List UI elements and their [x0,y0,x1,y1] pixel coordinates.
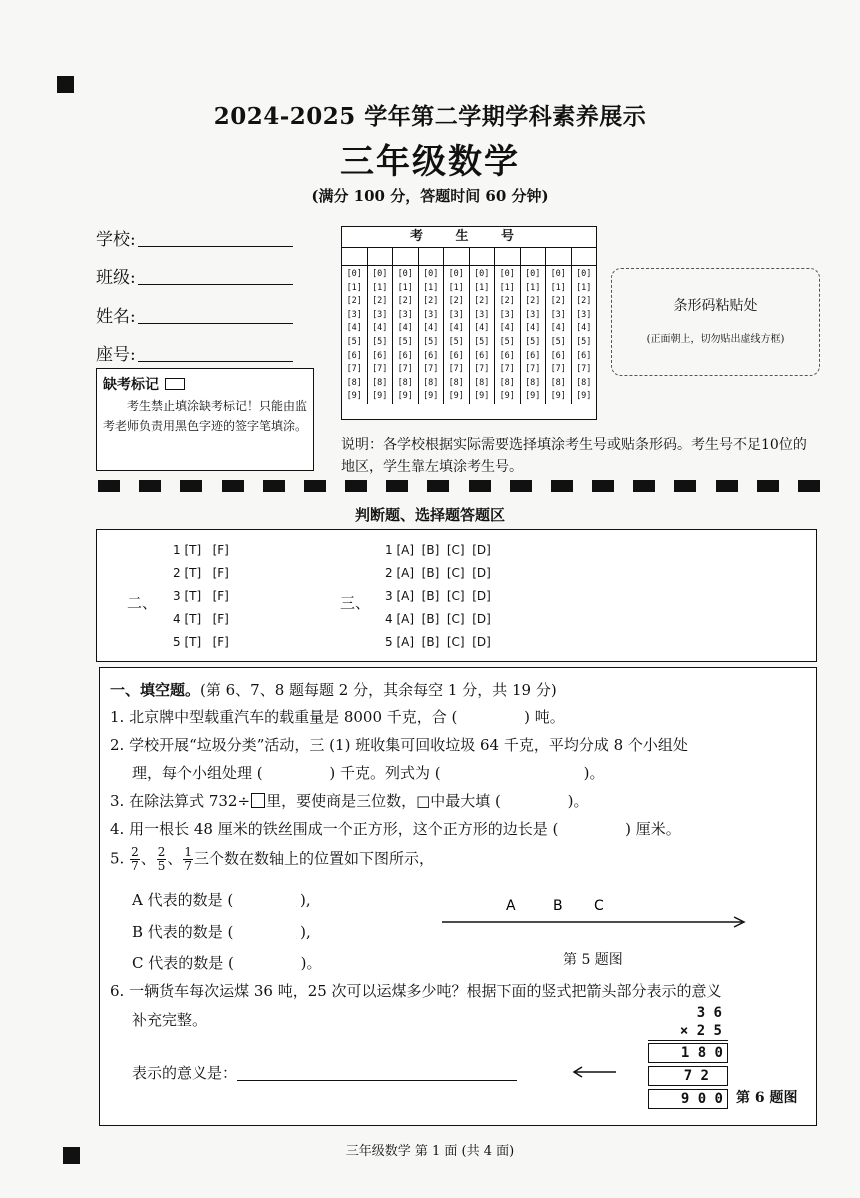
question-2-line1: 2. 学校开展“垃圾分类”活动，三 (1) 班收集可回收垃圾 64 千克，平均分成 8 个小组处 [110,736,688,754]
exam-id-bubble[interactable]: [7] [550,364,566,375]
exam-id-bubble[interactable]: [0] [499,269,515,279]
exam-id-bubble[interactable]: [2] [525,296,541,307]
judgment-answers[interactable] [173,539,229,654]
exam-id-bubble[interactable]: [2] [448,296,464,307]
exam-id-bubble[interactable]: [7] [448,364,464,375]
vertical-calculation [648,1004,728,1109]
meaning-field[interactable]: 表示的意义是： [132,1061,517,1085]
exam-subtitle: (满分 100 分，答题时间 60 分钟) [311,187,549,205]
calc-partial-2: 7 2 [648,1066,728,1086]
exam-id-bubble[interactable]: [8] [397,377,413,388]
calc-partial-1: 1 8 0 [648,1043,728,1063]
exam-id-column[interactable] [495,266,521,404]
exam-id-bubble[interactable]: [5] [576,336,592,347]
exam-id-bubble[interactable]: [2] [576,296,592,307]
barcode-hint: (正面朝上，切勿贴出虚线方框) [646,334,785,345]
exam-id-bubble[interactable]: [0] [448,269,464,279]
exam-id-bubble[interactable]: [3] [346,309,362,320]
question-5: 5. $\frac{2}{7}$ 、 $\frac{2}{5}$ 、 $\frac{1}{7}$ 三个数在数轴上的位置如下图所示， [110,845,435,873]
choice-row[interactable]: 1 [A] [B] [C] [D] [385,543,491,557]
exam-id-bubble[interactable]: [6] [372,350,388,361]
exam-id-bubble[interactable]: [8] [525,377,541,388]
exam-id-bubble[interactable]: [5] [525,336,541,347]
seat-field[interactable] [96,340,293,365]
class-line[interactable] [138,270,293,285]
subject-title: 三年级数学 [340,142,520,182]
exam-id-bubble[interactable]: [9] [423,391,439,402]
exam-id-bubble[interactable]: [6] [576,350,592,361]
class-label: 班级: [96,268,136,288]
question-2-line2: 理，每个小组处理 ( ) 千克。列式为 ( )。 [132,764,605,782]
exam-id-bubble[interactable]: [0] [372,269,388,279]
exam-id-bubble[interactable]: [5] [423,336,439,347]
name-label: 姓名: [96,307,136,327]
exam-id-column[interactable] [419,266,445,404]
absent-mark-title: 缺考标记 [103,374,313,394]
exam-id-bubble[interactable]: [6] [499,350,515,361]
corner-marker-top [57,76,74,93]
exam-id-bubble[interactable]: [9] [346,391,362,402]
exam-id-bubble[interactable]: [3] [423,309,439,320]
exam-id-bubble[interactable]: [1] [448,282,464,293]
exam-id-bubble[interactable]: [3] [576,309,592,320]
exam-id-bubble[interactable]: [6] [423,350,439,361]
exam-id-bubble[interactable]: [9] [372,391,388,402]
exam-id-bubble[interactable]: [3] [372,309,388,320]
exam-id-grid [341,226,597,420]
exam-id-bubble[interactable]: [8] [448,377,464,388]
exam-id-header: 考 生 号 [342,227,596,248]
seat-line[interactable] [138,347,293,362]
exam-id-bubble[interactable]: [4] [576,323,592,334]
exam-id-bubble[interactable]: [4] [448,323,464,334]
point-label-a: A [506,898,516,914]
exam-id-bubble[interactable]: [7] [346,364,362,375]
exam-id-column[interactable] [546,266,572,404]
seat-label: 座号: [96,345,136,365]
figure5-caption: 第 5 题图 [563,952,623,968]
exam-id-bubble[interactable]: [5] [372,336,388,347]
exam-id-bubble[interactable]: [5] [550,336,566,347]
exam-id-bubble[interactable]: [6] [346,350,362,361]
exam-id-bubble[interactable]: [1] [550,282,566,293]
exam-id-bubble[interactable]: [1] [499,282,515,293]
exam-id-bubble[interactable]: [4] [499,323,515,334]
exam-id-bubble[interactable]: [7] [499,364,515,375]
exam-id-column[interactable] [470,266,496,404]
exam-id-column[interactable] [444,266,470,404]
arrow-left [570,1064,620,1080]
exam-id-column[interactable] [342,266,368,404]
answer-area-title: 判断题、选择题答题区 [354,506,505,524]
choice-row[interactable]: 2 [A] [B] [C] [D] [385,566,491,580]
exam-id-bubble[interactable]: [4] [550,323,566,334]
number-line [438,898,758,928]
choice-row[interactable]: 3 [A] [B] [C] [D] [385,589,491,603]
exam-id-bubble[interactable]: [9] [576,391,592,402]
exam-id-bubble[interactable]: [1] [525,282,541,293]
exam-id-bubble[interactable]: [9] [448,391,464,402]
exam-id-bubble[interactable]: [0] [550,269,566,279]
question-5-c: C 代表的数是 ( )。 [132,954,322,972]
exam-id-bubble[interactable]: [6] [448,350,464,361]
point-label-b: B [553,898,563,914]
exam-id-bubble[interactable]: [3] [397,309,413,320]
exam-id-bubble[interactable]: [5] [499,336,515,347]
fraction: $\frac{2}{5}$ [157,845,166,873]
exam-id-bubble[interactable]: [6] [550,350,566,361]
judgment-label: 二、 [127,594,158,612]
meaning-line[interactable] [237,1066,517,1081]
judgment-row[interactable]: 1 [T] [F] [173,543,229,557]
exam-id-bubble[interactable]: [9] [499,391,515,402]
barcode-area[interactable] [611,268,820,376]
exam-id-bubble[interactable]: [0] [474,269,490,279]
exam-id-bubble[interactable]: [8] [474,377,490,388]
exam-id-column[interactable] [393,266,419,404]
question-5-b: B 代表的数是 ( ), [132,923,311,941]
exam-id-bubble[interactable]: [5] [474,336,490,347]
name-line[interactable] [138,309,293,324]
exam-id-bubble[interactable]: [5] [397,336,413,347]
exam-id-bubble[interactable]: [1] [397,282,413,293]
choice-label: 三、 [340,594,371,612]
exam-id-bubble[interactable]: [2] [397,296,413,307]
question-5-a: A 代表的数是 ( ), [132,891,311,909]
exam-id-bubble[interactable]: [9] [474,391,490,402]
exam-id-bubble[interactable]: [4] [423,323,439,334]
name-field[interactable] [96,302,293,327]
exam-id-bubble[interactable]: [0] [576,269,592,279]
exam-id-bubble[interactable]: [8] [346,377,362,388]
exam-id-bubble[interactable]: [3] [474,309,490,320]
exam-id-bubble[interactable]: [9] [397,391,413,402]
exam-id-bubble[interactable]: [2] [550,296,566,307]
exam-id-bubble[interactable]: [7] [372,364,388,375]
exam-id-bubble[interactable]: [0] [397,269,413,279]
question-6-line2: 补充完整。 [132,1011,208,1029]
exam-id-bubble[interactable]: [6] [474,350,490,361]
judgment-row[interactable]: 3 [T] [F] [173,589,229,603]
exam-id-bubble[interactable]: [8] [576,377,592,388]
exam-id-bubble[interactable]: [7] [474,364,490,375]
exam-id-bubble[interactable]: [4] [474,323,490,334]
exam-id-bubble[interactable]: [1] [372,282,388,293]
fraction: $\frac{2}{7}$ [131,845,139,873]
exam-id-bubble[interactable]: [3] [499,309,515,320]
absent-checkbox[interactable] [165,378,185,390]
page-footer: 三年级数学 第 1 面 (共 4 面) [345,1144,515,1159]
choice-answers[interactable] [385,539,491,654]
judgment-row[interactable]: 4 [T] [F] [173,612,229,626]
point-label-c: C [594,898,604,914]
section1-title: 一、填空题。 [110,681,201,699]
question-3: 3. 在除法算式 732÷ 里，要使商是三位数，□中最大填 ( )。 [110,792,589,810]
question-1: 1. 北京牌中型载重汽车的载重量是 8000 千克，合 ( ) 吨。 [110,708,565,726]
instructions-note: 说明：各学校根据实际需要选择填涂考生号或贴条形码。考生号不足10位的地区，学生靠左填涂考生号。 [341,437,807,475]
exam-id-bubble[interactable]: [9] [550,391,566,402]
exam-id-column[interactable] [521,266,547,404]
school-label: 学校: [96,230,136,250]
choice-row[interactable]: 4 [A] [B] [C] [D] [385,612,491,626]
exam-id-bubble[interactable]: [3] [525,309,541,320]
exam-id-bubble[interactable]: [0] [423,269,439,279]
exam-id-bubble[interactable]: [7] [525,364,541,375]
exam-id-bubble[interactable]: [1] [423,282,439,293]
barcode-title: 条形码粘贴处 [673,298,758,314]
absent-mark-text: 考生禁止填涂缺考标记！只能由监考老师负责用黑色字迹的签字笔填涂。 [103,399,308,433]
choice-row[interactable]: 5 [A] [B] [C] [D] [385,635,491,649]
exam-id-bubble[interactable]: [2] [423,296,439,307]
exam-id-bubble[interactable]: [9] [525,391,541,402]
exam-id-bubble[interactable]: [1] [474,282,490,293]
fill-in-section [99,667,817,1126]
school-field[interactable] [96,225,293,250]
exam-id-bubble[interactable]: [3] [550,309,566,320]
exam-id-bubble[interactable]: [6] [397,350,413,361]
exam-id-bubble[interactable]: [0] [346,269,362,279]
school-line[interactable] [138,232,293,247]
exam-id-bubble[interactable]: [5] [448,336,464,347]
question-6-line1: 6. 一辆货车每次运煤 36 吨，25 次可以运煤多少吨？根据下面的竖式把箭头部分表示的意义 [110,982,722,1000]
figure6-caption: 第 6 题图 [736,1090,798,1106]
exam-id-bubble[interactable]: [8] [499,377,515,388]
section1-heading [110,678,557,702]
judgment-row[interactable]: 2 [T] [F] [173,566,229,580]
answer-area-box [96,529,817,662]
exam-id-bubble[interactable]: [0] [525,269,541,279]
fraction: $\frac{1}{7}$ [184,845,193,873]
question-4: 4. 用一根长 48 厘米的铁丝围成一个正方形，这个正方形的边长是 ( ) 厘米。 [110,820,681,838]
calc-result: 9 0 0 [648,1089,728,1109]
exam-id-bubble[interactable]: [2] [346,296,362,307]
section1-scoring: (第 6、7、8 题每题 2 分，其余每空 1 分，共 19 分) [200,681,557,699]
exam-id-bubble[interactable]: [1] [576,282,592,293]
exam-id-column[interactable] [368,266,394,404]
exam-id-bubble[interactable]: [7] [423,364,439,375]
exam-id-bubble[interactable]: [8] [423,377,439,388]
absent-mark-box [96,368,314,471]
exam-id-bubble[interactable]: [7] [397,364,413,375]
calc-multiplier: × 2 5 [648,1022,728,1041]
exam-id-bubble[interactable]: [6] [525,350,541,361]
class-field[interactable] [96,263,293,288]
judgment-row[interactable]: 5 [T] [F] [173,635,229,649]
exam-id-bubble[interactable]: [4] [525,323,541,334]
exam-id-bubble[interactable]: [2] [372,296,388,307]
exam-id-bubble[interactable]: [2] [474,296,490,307]
exam-id-bubble[interactable]: [4] [372,323,388,334]
cut-line [98,480,820,492]
exam-id-bubbles[interactable] [342,266,596,404]
exam-id-bubble[interactable]: [4] [346,323,362,334]
exam-id-column[interactable] [572,266,597,404]
exam-id-bubble[interactable]: [7] [576,364,592,375]
exam-id-bubble[interactable]: [3] [448,309,464,320]
exam-id-bubble[interactable]: [8] [550,377,566,388]
exam-id-bubble[interactable]: [1] [346,282,362,293]
exam-title: 2024-2025 学年第二学期学科素养展示 [213,103,647,130]
calc-top: 3 6 [696,1005,722,1021]
box-placeholder [251,793,265,808]
exam-id-bubble[interactable]: [8] [372,377,388,388]
exam-id-bubble[interactable]: [4] [397,323,413,334]
exam-id-bubble[interactable]: [5] [346,336,362,347]
exam-id-write-row[interactable] [342,248,596,266]
exam-id-bubble[interactable]: [2] [499,296,515,307]
